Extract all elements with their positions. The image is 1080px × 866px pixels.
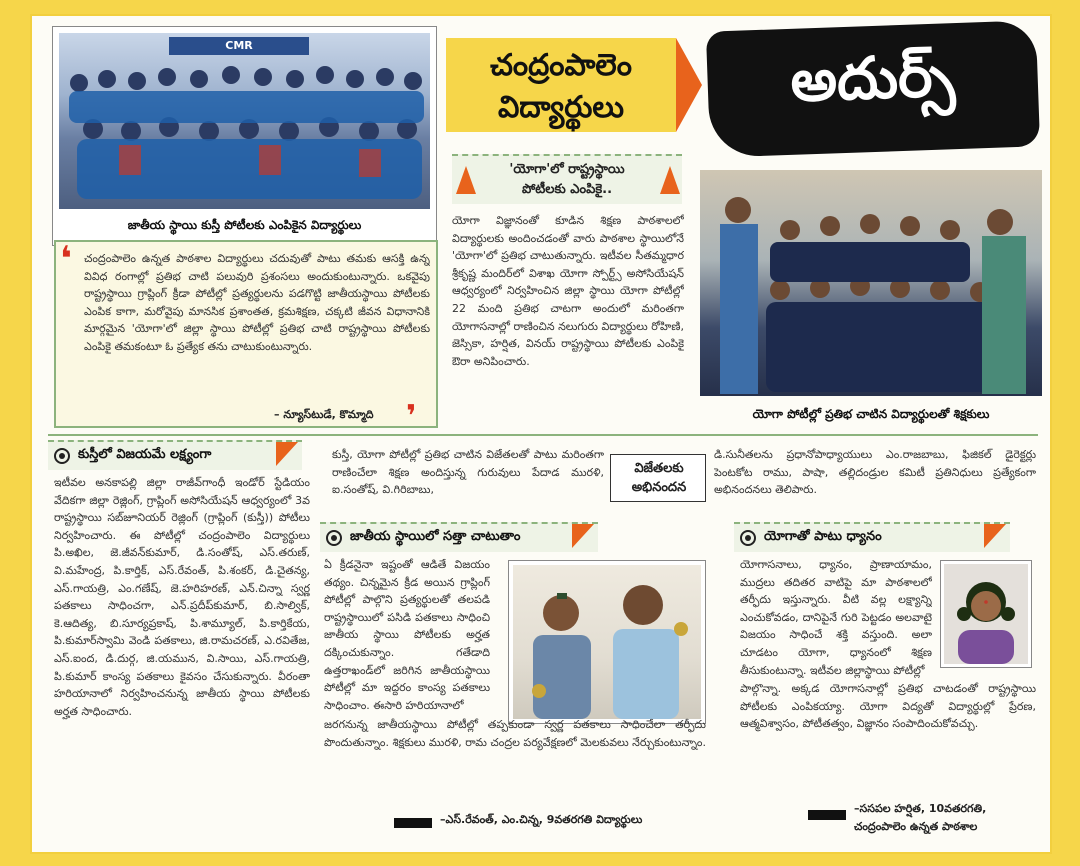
meditation-byline-bar: [808, 810, 846, 820]
wrestling-heading: [48, 440, 302, 470]
wrestling-bullet-icon: [54, 448, 70, 464]
yoga-group-photo: [700, 170, 1042, 396]
meditation-heading-marker: [984, 524, 1006, 548]
group-silhouettes: [59, 33, 430, 209]
newspaper-page: [30, 14, 1052, 854]
students-silhouettes: [513, 565, 701, 719]
students-photo: [513, 565, 701, 719]
national-text-top: ఏ క్రీడనైనా ఇష్టంతో ఆడితే విజయం తథ్యం. చిన్నమైన క్రీడ అయిన గ్రాప్లింగ్ పోటీల్లో పాల్గొని ప్రత్యర్థులతో తలపడి రాష్ట్రస్థాయిలో పసిడి పతకాలు సాధించి జాతీయ స్థాయి పోటీలకు అర్హత దక్కించుకున్నాం. గతేడాది ఉత్తరాఖండ్‌లో జరిగిన జాతీయస్థాయి పోటీల్లో మా ఇద్దరం కాంస్య పతకాలు సాధించాం. ఈసారి హరియానాలో: [324, 558, 490, 712]
meditation-byline-line-2: చంద్రంపాలెం ఉన్నత పాఠశాల: [854, 820, 978, 833]
congrats-right-text: డి.సునీతలను ప్రధానోపాధ్యాయులు ఎం.రాజబాబు, ఫిజికల్ డైరెక్టర్లు పెంటకోట రాము, పాషా, తల్లిదండ్రుల కమిటీ ప్రతినిధులు ప్రత్యేకంగా అభినందనలు తెలిపారు.: [714, 448, 1036, 497]
wrestling-group-photo: [59, 33, 430, 209]
meditation-text-top: యోగాసనాలు, ధ్యానం, ప్రాణాయామం, ముద్రలు తదితర వాటిపై మా పాఠశాలలో తర్ఫీదు ఇస్తున్నారు. వీటి వల్ల లక్ష్యాన్ని ఎంచుకోవడం, దానిపైనే గురి పెట్టడం అలవాటై విజయం సాధించే శక్తి వస్తుంది. అలా చూడటం యోగా, ధ్యానంలో శిక్షణ తీసుకుంటున్నా. ఇటీవల జిల్లాస్థాయి పోటీల్లో: [740, 558, 932, 677]
national-heading: [320, 522, 598, 552]
yoga-photo-caption: యోగా పోటీల్లో ప్రతిభ చాటిన విద్యార్థులతో శిక్షకులు: [752, 407, 990, 421]
national-text-bottom: జరగనున్న జాతీయస్థాయి పోటీల్లో తప్పకుండా స్వర్ణ పతకాలు సాధించేలా తర్ఫీదు పొందుతున్నాం. శిక్షకులు మురళి, రామ చంద్రల పర్యవేక్షణలో మెలకువలు నేర్చుకుంటున్నాం.: [324, 718, 706, 749]
adurs-banner: [706, 20, 1040, 157]
national-byline-bar: [394, 818, 432, 828]
wrestling-photo-caption: జాతీయ స్థాయి కుస్తీ పోటీలకు ఎంపికైన విద్యార్థులు: [127, 218, 362, 232]
wrestling-heading-text: కుస్తీలో విజయమే లక్ష్యంగా: [78, 447, 212, 462]
girl-photo: [944, 564, 1028, 664]
students-photo-box: [508, 560, 706, 724]
quote-close-icon: ❜: [406, 399, 417, 434]
national-heading-marker: [572, 524, 594, 548]
intro-box: [54, 239, 438, 434]
headline-arrow: [676, 38, 702, 132]
meditation-text-bottom: పాల్గొన్నా. అక్కడ యోగాసనాల్లో ప్రతిభ చాటడంతో రాష్ట్రస్థాయి పోటీలకు ఎంపికయ్యా. యోగా విద్యతో విద్యార్థుల్లో ప్రేరణ, ఆత్మవిశ్వాసం, పోటీతత్వం, విజ్ఞానం సంపాదించుకోవచ్చు.: [740, 682, 1036, 731]
national-bullet-icon: [326, 530, 342, 546]
wrestling-text: ఇటీవల అనకాపల్లి జిల్లా రాజీవ్‌గాంధీ ఇండోర్ స్టేడియం వేదికగా జిల్లా రెజ్లింగ్, గ్రాప్లింగ్ అసోసియేషన్ ఆధ్వర్యంలో 3వ రాష్ట్రస్థాయి సబ్‌జూనియర్ రెజ్లింగ్ (గ్రాప్లింగ్ (కుస్తీ)) పోటీలు నిర్వహించారు. ఈ పోటీల్లో చంద్రంపాలెం విద్యార్థులు పి.అఖిల, జె.జీవన్‌కుమార్, డి.సంతోష్, ఎస్.తరుణ్, వి.మహేంద్ర, పి.కార్తిక్, ఎస్.రేవంత్, పి.శంకర్, డి.చైతన్య, ఎస్.గాయత్రి, ఎం.గణేష్, జె.హరిహరణ్, ఎన్.చిన్నా స్వర్ణ పతకాలు సాధించగా, ఎన్.ప్రదీప్‌కుమార్, బి.సాల్విక్, కె.ఆదిత్య, బి.సూర్యప్రకాష్, పి.శామ్యూల్, పి.కార్తికేయ, పి.కుమార్‌స్వామి వెండి పతకాలు, జి.రామచరణ్, ఎ.రవితేజ, ఎస్.ఐంద, డి.దుర్గ, జి.యమున, వి.సాయి, ఎస్.గాయత్రి, పి.కుమార్ కాంస్య పతకాలు కైవసం చేసుకున్నారు. వీరంతా హరియానాలో నిర్వహించనున్న జాతీయ స్థాయి పోటీలకు అర్హత సాధించారు.: [54, 476, 310, 718]
congrats-label-box: [610, 454, 706, 502]
girl-photo-box: [940, 560, 1032, 668]
headline-box: [446, 38, 676, 132]
yoga-heading-line-1: 'యోగా'లో రాష్ట్రస్థాయి: [509, 162, 625, 177]
meditation-bullet-icon: [740, 530, 756, 546]
intro-byline: – న్యూస్‌టుడే, కొమ్మాది: [274, 408, 374, 421]
yoga-heading-left-marker: [456, 166, 476, 194]
yoga-heading-box: [452, 154, 682, 204]
yoga-silhouettes: [700, 170, 1042, 396]
congrats-label-line-2: అభినందన: [631, 480, 687, 495]
adurs-text: అదుర్స్: [789, 41, 956, 115]
intro-text: చంద్రంపాలెం ఉన్నత పాఠశాల విద్యార్థులు చదువుతో పాటు తమకు ఆసక్తి ఉన్న వివిధ రంగాల్లో ప్రతిభ చాటి పలువురి ప్రశంసలు అందుకుంటున్నారు. ఒకవైపు రాష్ట్రస్థాయి గ్రాప్లింగ్ క్రీడా పోటీల్లో ప్రత్యర్థులను పడగొట్టి జాతీయస్థాయి పోటీలకు ఎంపిక కాగా, మరోవైపు మానసిక ప్రశాంతత, క్రమశిక్షణ, చక్కటి జీవన విధానానికి మార్గమైన 'యోగా'లో జిల్లా స్థాయి పోటీల్లో ప్రతిభ చాటి రాష్ట్రస్థాయి పోటీలకు ఎంపికై తమకంటూ ఓ ప్రత్యేక తను చాటుకుంటున్నారు.: [84, 252, 430, 353]
section-divider: [48, 434, 1038, 436]
girl-silhouette: [944, 564, 1028, 664]
meditation-byline-line-1: –ససపల హర్షిత, 10వతరగతి,: [854, 802, 987, 815]
yoga-heading-line-2: పోటీలకు ఎంపికై..: [521, 182, 613, 197]
yoga-photo-box: [700, 170, 1042, 430]
meditation-heading: [734, 522, 1010, 552]
banner-logo: CMR: [169, 37, 309, 55]
headline-line-2: విద్యార్థులు: [497, 90, 625, 125]
headline-line-1: చంద్రంపాలెం: [490, 48, 632, 83]
congrats-label-line-1: విజేతలకు: [634, 461, 684, 476]
congrats-left-text: కుస్తీ, యోగా పోటీల్లో ప్రతిభ చాటిన విజేతలతో పాటు మరింతగా రాణించేలా శిక్షణ అందిస్తున్న గురువులు పేదాడ మురళి, ఐ.సంతోష్, వి.గిరిబాబు,: [332, 448, 604, 497]
meditation-heading-text: యోగాతో పాటు ధ్యానం: [764, 529, 882, 544]
national-byline: –ఎస్.రేవంత్, ఎం.చిన్న, 9వతరగతి విద్యార్థులు: [440, 813, 643, 826]
wrestling-photo-box: [52, 26, 437, 246]
wrestling-heading-marker: [276, 442, 298, 466]
quote-open-icon: ❛: [60, 239, 72, 279]
yoga-section-text: యోగా విజ్ఞానంతో కూడిన శిక్షణ పాఠశాలలో విద్యార్థులకు అందించడంతో వారు పాఠశాల స్థాయిలోనే 'యోగా'లో ప్రతిభ చాటుతున్నారు. ఇటీవల సీతమ్మధార శ్రీకృష్ణ మందిర్‌లో విశాఖ యోగా స్పోర్ట్స్ అసోసియేషన్ ఆధ్వర్యంలో నిర్వహించిన జిల్లా స్థాయి యోగా పోటీల్లో 22 మంది ప్రతిభ చాటగా అందులో మరింతగా యోగాసనాల్లో రాణించిన నలుగురు విద్యార్థులు రోహిణి, జెస్సికా, హర్షిత, వినయ్ రాష్ట్రస్థాయి పోటీలకు ఎంపికై ఔరా అనిపించారు.: [452, 214, 684, 368]
yoga-heading-right-marker: [660, 166, 680, 194]
national-heading-text: జాతీయ స్థాయిలో సత్తా చాటుతాం: [350, 529, 521, 544]
